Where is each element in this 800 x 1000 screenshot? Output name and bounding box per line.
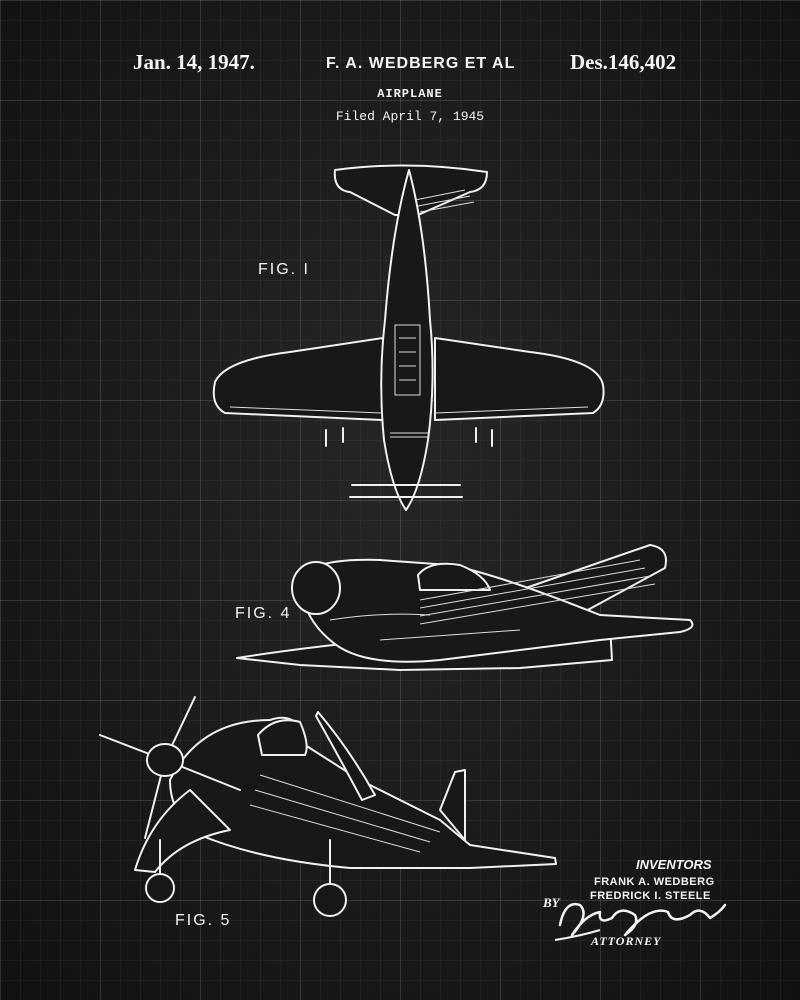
filed-date: Filed April 7, 1945: [335, 109, 485, 124]
patent-number: Des.146,402: [570, 50, 677, 74]
inventor-name: FREDRICK I. STEELE: [590, 890, 711, 902]
by-label: BY: [543, 895, 560, 910]
patent-title: AIRPLANE: [377, 87, 443, 101]
inventor-header: F. A. WEDBERG ET AL: [326, 55, 516, 72]
inventors-label: INVENTORS: [636, 857, 712, 872]
fig4-label: FIG. 4: [235, 605, 292, 622]
attorney-label: ATTORNEY: [591, 934, 662, 948]
patent-date: Jan. 14, 1947.: [133, 50, 255, 74]
fig5-label: FIG. 5: [175, 912, 232, 929]
fig1-label: FIG. I: [258, 261, 310, 278]
inventor-name: FRANK A. WEDBERG: [594, 876, 715, 888]
